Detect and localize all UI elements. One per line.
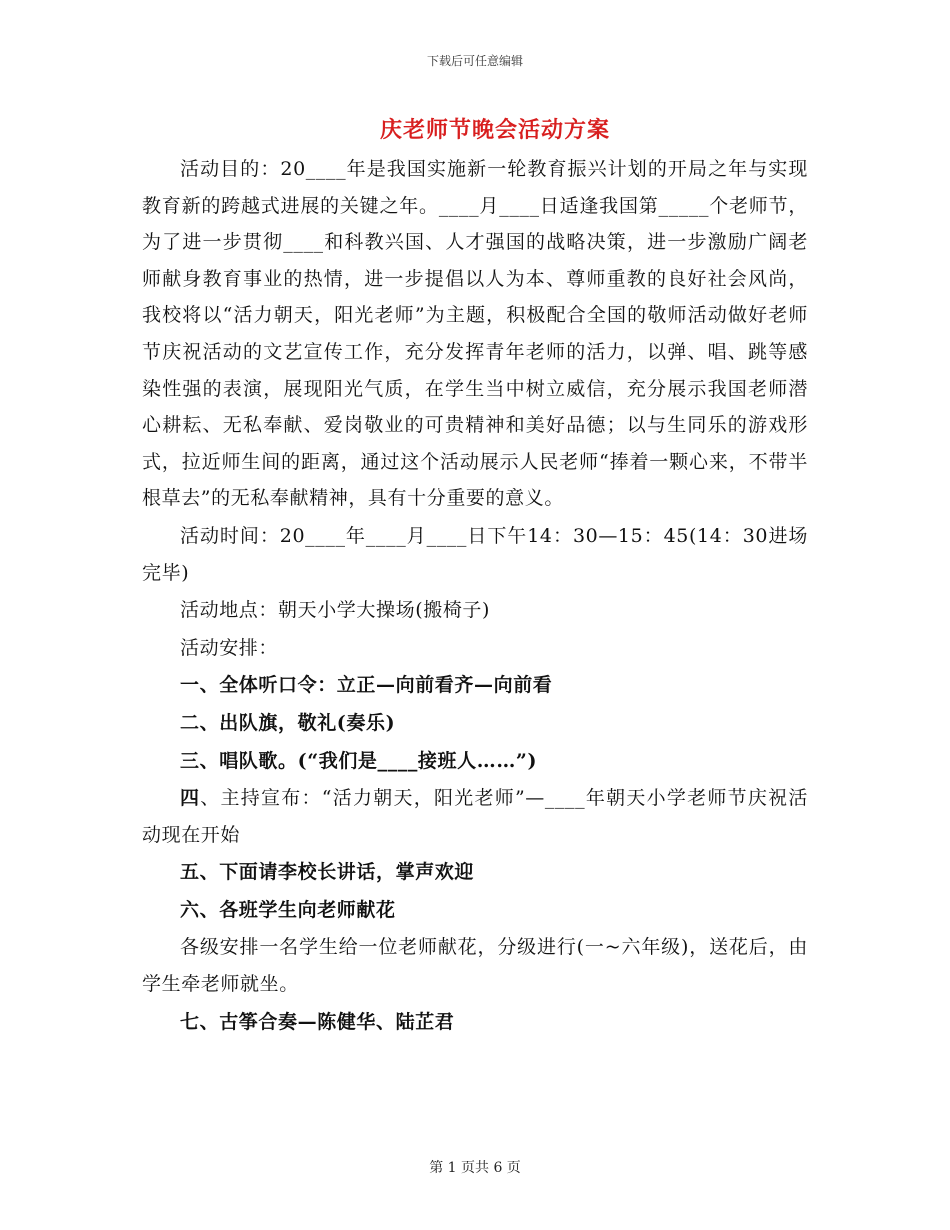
- step-6: 六、各班学生向老师献花: [180, 898, 396, 921]
- step-4-number: 四: [180, 787, 201, 810]
- step-6-detail: 各级安排一名学生给一位老师献花，分级进行(一~六年级)，送花后，由学生牵老师就坐。: [142, 936, 808, 996]
- header-note: 下载后可任意编辑: [426, 54, 523, 68]
- step-5: 五、下面请李校长讲话，掌声欢迎: [180, 861, 475, 884]
- paragraph-purpose: 活动目的：20____年是我国实施新一轮教育振兴计划的开局之年与实现教育新的跨越式进展的关键之年。____月____日适逢我国第_____个老师节，为了进一步贯彻____和科教兴国、人才强国的战略决策，进一步激励广阔老师献身教育事业的热情，进一步提倡以人为本、尊师重教的良好社会风尚，我校将以“活力朝天，阳光老师”为主题，积极配合全国的敬师活动做好老师节庆祝活动的文艺宣传工作，充分发挥青年老师的活力，以弹、唱、跳等感染性强的表演，展现阳光气质，在学生当中树立威信，充分展示我国老师潜心耕耘、无私奉献、爱岗敬业的可贵精神和美好品德；以与生同乐的游戏形式，拉近师生间的距离，通过这个活动展示人民老师“捧着一颗心来，不带半根草去”的无私奉献精神，具有十分重要的意义。: [142, 158, 808, 510]
- paragraph-time: 活动时间：20____年____月____日下午14：30—15：45(14：30进场完毕): [142, 524, 808, 584]
- document-body: [142, 151, 808, 1040]
- paragraph-arrangement-label: 活动安排：: [180, 636, 279, 659]
- step-4: [142, 780, 808, 853]
- step-1: 一、全体听口令：立正—向前看齐—向前看: [180, 674, 553, 697]
- step-2: 二、出队旗，敬礼(奏乐): [180, 711, 396, 734]
- step-3: 三、唱队歌。(“我们是____接班人……”): [180, 749, 538, 772]
- step-4-text: 、主持宣布：“活力朝天，阳光老师”—____年朝天小学老师节庆祝活动现在开始: [142, 787, 808, 846]
- document-title: 庆老师节晚会活动方案: [379, 117, 610, 143]
- step-7: 七、古筝合奏—陈健华、陆芷君: [180, 1010, 455, 1033]
- paragraph-place: 活动地点：朝天小学大操场(搬椅子): [180, 599, 491, 622]
- page-indicator: 第 1 页共 6 页: [429, 1160, 521, 1176]
